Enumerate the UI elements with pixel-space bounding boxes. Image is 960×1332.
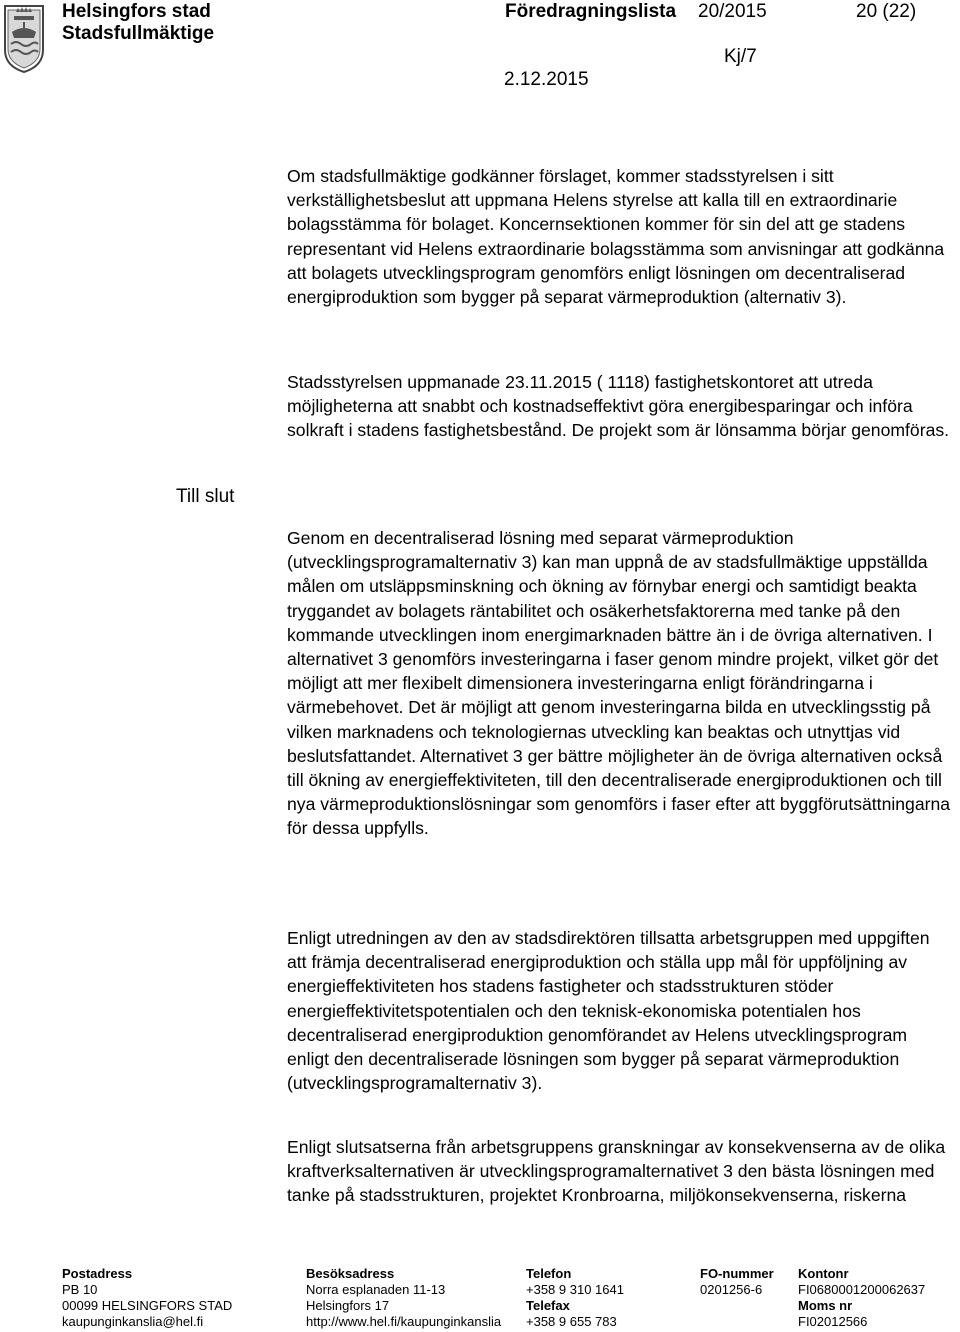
paragraph-4 (287, 926, 952, 1095)
footer-fo-number: 0201256-6 (700, 1282, 763, 1297)
footer-fo-heading: FO-nummer (700, 1266, 774, 1281)
footer-business-id (700, 1266, 774, 1298)
header-document-number: 20/2015 (698, 1, 767, 22)
footer-visit-heading: Besöksadress (306, 1266, 395, 1281)
footer-postal-address (62, 1266, 232, 1330)
paragraph-2-text: Stadsstyrelsen uppmanade 23.11.2015 ( 1118) fastighetskontoret att utreda möjligheterna att snabbt och kostnadseffektivt göra energibesparingar och införa solkraft i stadens fastighetsbestånd. De projekt som är lönsamma börjar genomföras. (287, 372, 950, 441)
footer-postal-line2: 00099 HELSINGFORS STAD (62, 1298, 233, 1313)
paragraph-5 (287, 1135, 952, 1208)
paragraph-2 (287, 370, 952, 443)
footer-visit-line2: Helsingfors 17 (306, 1298, 390, 1313)
paragraph-3 (287, 526, 952, 841)
sidebar-heading-till-slut: Till slut (176, 486, 235, 507)
footer-fax-heading: Telefax (526, 1298, 570, 1313)
footer-fax-number: +358 9 655 783 (526, 1314, 617, 1329)
footer-account (798, 1266, 925, 1330)
footer-visiting-address (306, 1266, 501, 1330)
footer-account-number: FI0680001200062637 (798, 1282, 926, 1297)
header-section-code: Kj/7 (724, 46, 757, 67)
footer-visit-line1: Norra esplanaden 11-13 (306, 1282, 446, 1297)
footer-vat-heading: Moms nr (798, 1298, 853, 1313)
header-page-number: 20 (22) (856, 1, 917, 22)
footer-website: http://www.hel.fi/kaupunginkanslia (306, 1314, 502, 1329)
footer-email: kaupunginkanslia@hel.fi (62, 1314, 204, 1329)
paragraph-1 (287, 164, 952, 309)
footer-postal-line1: PB 10 (62, 1282, 98, 1297)
page-footer (62, 1266, 952, 1330)
footer-vat-number: FI02012566 (798, 1314, 868, 1329)
helsinki-crest-icon (2, 2, 46, 74)
footer-phone-heading: Telefon (526, 1266, 572, 1281)
footer-phone-number: +358 9 310 1641 (526, 1282, 624, 1297)
header-date: 2.12.2015 (504, 69, 589, 90)
header-body-name: Stadsfullmäktige (62, 23, 215, 44)
header-document-type: Föredragningslista (505, 1, 677, 22)
footer-postal-heading: Postadress (62, 1266, 133, 1281)
footer-phone (526, 1266, 624, 1330)
paragraph-3-text: Genom en decentraliserad lösning med separat värmeproduktion (utvecklingsprogramalternativ 3) kan man uppnå de av stadsfullmäktige uppställda målen om utsläppsminskning och ökning av förnybar energi och samtidigt beakta tryggandet av bolagets räntabilitet och osäkerhetsfaktorerna med tanke på den kommande utvecklingen inom energimarknaden bättre än i de övriga alternativen. I alternativet 3 genomförs investeringarna i faser genom mindre projekt, vilket gör det möjligt att mer flexibelt dimensionera investeringarna enligt förändringarna i värmebehovet. Det är möjligt att genom investeringarna bilda en utvecklingsstig på vilken marknadens och teknologiernas utveckling kan beaktas och utnyttjas vid beslutsfattandet. Alternativet 3 ger bättre möjligheter än de övriga alternativen också till ökning av energieffektiviteten, till den decentraliserade energiproduktionen och till nya värmeproduktionslösningar som genomförs i faser efter att byggförutsättningarna för dessa uppfylls. (287, 528, 951, 839)
paragraph-1-text: Om stadsfullmäktige godkänner förslaget, kommer stadsstyrelsen i sitt verkställighetsbeslut att uppmana Helens styrelse att kalla till en extraordinarie bolagsstämma för bolaget. Koncernsektionen kommer för sin del att ge stadens representant vid Helens extraordinarie bolagsstämma som anvisningar att godkänna att bolagets utvecklingsprogram genomförs enligt lösningen om decentraliserad energiproduktion som bygger på separat värmeproduktion (alternativ 3). (287, 166, 945, 308)
header-organization: Helsingfors stad (62, 1, 211, 22)
paragraph-5-text: Enligt slutsatserna från arbetsgruppens granskningar av konsekvenserna av de olika kraftverksalternativen är utvecklingsprogramalternativet 3 den bästa lösningen med tanke på stadsstrukturen, projektet Kronbroarna, miljökonsekvenserna, riskerna (287, 1137, 946, 1206)
footer-account-heading: Kontonr (798, 1266, 849, 1281)
paragraph-4-text: Enligt utredningen av den av stadsdirektören tillsatta arbetsgruppen med uppgiften att främja decentraliserad energiproduktion och ställa upp mål för uppföljning av energieffektiviteten hos stadens fastigheter och stadsstrukturen stöder energieffektivitetspotentialen och den teknisk-ekonomiska potentialen hos decentraliserad energiproduktion genomförandet av Helens utvecklingsprogram enligt den decentraliserade lösningen som bygger på separat värmeproduktion (utvecklingsprogramalternativ 3). (287, 928, 930, 1094)
